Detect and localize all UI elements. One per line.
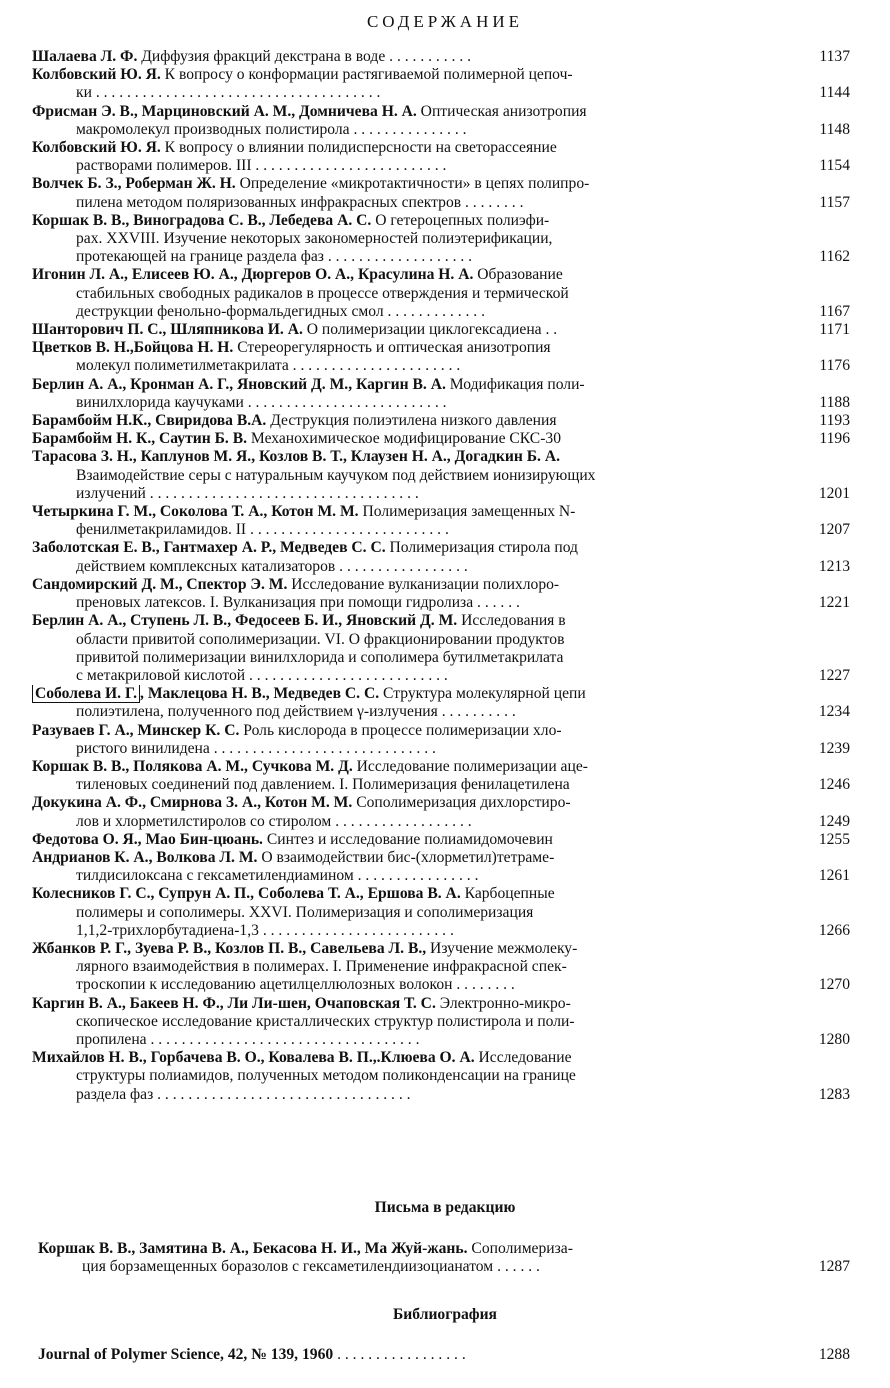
toc-entry-line (32, 649, 792, 667)
toc-entry-authors: Игонин Л. А., Елисеев Ю. А., Дюргеров О. А., Красулина Н. А. (32, 266, 474, 284)
toc-entry-line (32, 175, 792, 193)
toc-entry-page-number: 1234 (818, 703, 850, 721)
toc-entry (32, 539, 850, 575)
toc-entry-page-number: 1261 (818, 867, 850, 885)
toc-entry-line (32, 285, 792, 303)
toc-entry-title-text: Электронно-микро- (435, 994, 571, 1012)
toc-entry-page-number: 1148 (819, 120, 850, 138)
toc-entry-line (32, 121, 792, 139)
toc-entry (32, 685, 850, 721)
toc-entry-line (32, 412, 792, 430)
toc-entry-line (32, 194, 792, 212)
toc-entry-page-number: 1266 (818, 921, 850, 939)
toc-entry-line (32, 48, 792, 66)
toc-entry-line (32, 103, 792, 121)
toc-entry-line (32, 157, 792, 175)
toc-entry-authors: Шалаева Л. Ф. (32, 48, 138, 65)
toc-entry-title-text: ристого винилидена . . . . . . . . . . . . . . . . . . . . . . . . . . . . . (76, 739, 436, 757)
toc-entry-authors: Волчек Б. З., Роберман Ж. Н. (32, 175, 236, 193)
toc-entry (32, 339, 850, 375)
toc-entry-page-number: 1162 (819, 248, 850, 266)
toc-entry-title-text: привитой полимеризации винилхлорида и сополимера бутилметакрилата (76, 648, 564, 666)
toc-entry-authors: Фрисман Э. В., Марциновский А. М., Домничева Н. А. (32, 102, 417, 120)
toc-entry-authors: Докукина А. Ф., Смирнова З. А., Котон М. М. (32, 794, 353, 812)
toc-entry-page-number: 1171 (819, 321, 850, 339)
toc-entry (32, 175, 850, 211)
toc-entry-line (32, 776, 792, 794)
toc-entry-authors: , Маклецова Н. В., Медведев С. С. (140, 685, 380, 703)
toc-entry-line (32, 958, 792, 976)
toc-entry-title-text: К вопросу о влиянии полидисперсности на светорассеяние (160, 139, 557, 157)
toc-entry-title-text: Модификация поли- (445, 375, 585, 393)
toc-entry-page-number: 1188 (819, 393, 850, 411)
toc-entry-line (32, 831, 792, 849)
toc-entry-page-number: 1280 (818, 1030, 850, 1048)
toc-entry-title-text: Взаимодействие серы с натуральным каучуком под действием ионизирующих (76, 466, 596, 484)
toc-entry-authors: Разуваев Г. А., Минскер К. С. (32, 721, 240, 739)
toc-entry-line (32, 339, 792, 357)
toc-entry-line (32, 266, 792, 284)
toc-entry (32, 103, 850, 139)
toc-entry-title-text: преновых латексов. I. Вулканизация при помощи гидролиза . . . . . . (76, 594, 520, 612)
toc-entry (32, 576, 850, 612)
toc-entry-line (32, 1086, 792, 1104)
toc-entry-authors: Колбовский Ю. Я. (32, 66, 161, 84)
toc-entry-page-number: 1157 (819, 193, 850, 211)
toc-entry-authors: Цветков В. Н.,Бойцова Н. Н. (32, 339, 234, 357)
toc-entry-title-text: Роль кислорода в процессе полимеризации хло- (239, 721, 562, 739)
toc-entry-line (32, 813, 792, 831)
toc-entry-authors: Каргин В. А., Бакеев Н. Ф., Ли Ли-шен, Очаповская Т. С. (32, 994, 436, 1012)
toc-entry-line (32, 1031, 792, 1049)
toc-entry-title-text: Определение «микротактичности» в цепях полипро- (235, 175, 590, 193)
toc-entry-title-text: рах. XXVIII. Изучение некоторых закономерностей полиэтерификации, (76, 230, 553, 248)
toc-entry-authors: Заболотская Е. В., Гантмахер А. Р., Медведев С. С. (32, 539, 386, 557)
toc-entry-page-number: 1213 (818, 557, 850, 575)
toc-entry-title-text: макромолекул производных полистирола . . . . . . . . . . . . . . . (76, 120, 467, 138)
toc-entry-line (32, 139, 792, 157)
toc-entry-title-text: области привитой сополимеризации. VI. О фракционировании продуктов (76, 630, 565, 648)
toc-entry-authors: Сандомирский Д. М., Спектор Э. М. (32, 575, 288, 593)
toc-entry-authors: Федотова О. Я., Мао Бин-цюань. (32, 830, 263, 848)
toc-entry-title-text: стабильных свободных радикалов в процессе отверждения и термической (76, 284, 569, 302)
toc-entry-title-text: Исследование (474, 1049, 572, 1067)
toc-entry-line (32, 357, 792, 375)
toc-entry-title-text: О полимеризации циклогексадиена . . (302, 321, 558, 339)
toc-entry-title-text: раздела фаз . . . . . . . . . . . . . . . . . . . . . . . . . . . . . . . . . (76, 1085, 411, 1103)
toc-entry-title-text: Деструкция полиэтилена низкого давления (266, 412, 557, 430)
toc-entry-line (32, 794, 792, 812)
toc-entry (32, 430, 850, 448)
toc-entry-title-text: Сополимериза- (467, 1240, 573, 1257)
toc-entry (32, 831, 850, 849)
toc-entry-authors: Тарасова З. Н., Каплунов М. Я., Козлов В. Т., Клаузен Н. А., Догадкин Б. А. (32, 448, 561, 466)
toc-entry-page-number: 1270 (818, 976, 850, 994)
toc-entry-title-text: Изучение межмолеку- (426, 939, 578, 957)
toc-entry-title-text: деструкции фенольно-формальдегидных смол . . . . . . . . . . . . . (76, 302, 486, 320)
page-title: СОДЕРЖАНИЕ (366, 12, 524, 31)
toc-entry (32, 448, 850, 503)
toc-entry-line (32, 248, 792, 266)
toc-entry-page-number: 1176 (819, 357, 850, 375)
toc-entry-title-text: пропилена . . . . . . . . . . . . . . . . . . . . . . . . . . . . . . . . . . . (76, 1030, 420, 1048)
toc-entry-authors: Шанторович П. С., Шляпникова И. А. (32, 321, 303, 339)
toc-entry-title-text: ция борзамещенных боразолов с гексаметилендиизоцианатом . . . . . . (82, 1258, 540, 1276)
toc-entry-line (32, 995, 792, 1013)
toc-entry-title-text: Исследование полимеризации аце- (352, 757, 588, 775)
toc-entry (32, 266, 850, 321)
toc-entry-line (32, 558, 792, 576)
toc-entry (32, 321, 850, 339)
toc-entry-authors: Journal of Polymer Science, 42, № 139, 1960 (38, 1346, 334, 1363)
toc-entry-line (32, 703, 792, 721)
toc-entry-line (32, 66, 792, 84)
toc-entry (32, 503, 850, 539)
toc-entry-line (32, 503, 792, 521)
toc-entry-authors: Барамбойм Н. К., Саутин Б. В. (32, 430, 248, 448)
toc-entry-title-text: Диффузия фракций декстрана в воде . . . . . . . . . . . (137, 48, 472, 65)
toc-entry (32, 940, 850, 995)
toc-entry-page-number: 1287 (818, 1258, 850, 1276)
toc-entry-title-text: Карбоцепные (460, 885, 555, 903)
toc-entry-page-number: 1154 (819, 157, 850, 175)
toc-entry-line (32, 303, 792, 321)
toc-entry-authors: Андрианов К. А., Волкова Л. М. (32, 848, 258, 866)
boxed-author-name: Соболева И. Г. (32, 685, 140, 703)
toc-entry (38, 1346, 850, 1364)
toc-entry-page-number: 1196 (819, 430, 850, 448)
toc-entry-page-number: 1137 (819, 48, 850, 65)
toc-entry-line (32, 594, 792, 612)
toc-entry-title-text: 1,1,2-трихлорбутадиена-1,3 . . . . . . . . . . . . . . . . . . . . . . . . . (76, 921, 454, 939)
toc-entry-line (32, 867, 792, 885)
toc-entry-line (32, 722, 792, 740)
toc-entry (32, 722, 850, 758)
toc-entry (32, 1049, 850, 1104)
toc-entry-title-text: Стереорегулярность и оптическая анизотропия (233, 339, 551, 357)
toc-entry-authors: Колесников Г. С., Супрун А. П., Соболева Т. А., Ершова В. А. (32, 885, 461, 903)
toc-entry-title-text: Синтез и исследование полиамидомочевин (262, 830, 553, 848)
toc-entry-line (38, 1346, 792, 1364)
toc-entry-title-text: полимеры и сополимеры. XXVI. Полимеризация и сополимеризация (76, 903, 534, 921)
toc-entry-title-text: скопическое исследование кристаллических структур полистирола и поли- (76, 1012, 575, 1030)
toc-entry-authors: Колбовский Ю. Я. (32, 139, 161, 157)
toc-entry-title-text: тилдисилоксана с гексаметилендиамином . . . . . . . . . . . . . . . . (76, 867, 479, 885)
toc-entry-page-number: 1221 (818, 594, 850, 612)
toc-entry-page-number: 1283 (818, 1085, 850, 1103)
toc-entry-line (32, 612, 792, 630)
toc-entry-line (32, 84, 792, 102)
toc-entry-line (32, 885, 792, 903)
toc-entry-line (32, 740, 792, 758)
toc-entry-authors: Четыркина Г. М., Соколова Т. А., Котон М. М. (32, 503, 359, 521)
toc-entry-line (32, 212, 792, 230)
toc-entry (32, 66, 850, 102)
toc-entry-title-text: Оптическая анизотропия (416, 102, 587, 120)
toc-entry-title-text: лов и хлорметилстиролов со стиролом . . . . . . . . . . . . . . . . . . (76, 812, 472, 830)
toc-entry (32, 139, 850, 175)
toc-entry-page-number: 1167 (819, 302, 850, 320)
toc-entry-line (32, 485, 792, 503)
toc-entry-title-text: фенилметакриламидов. II . . . . . . . . . . . . . . . . . . . . . . . . . . (76, 521, 449, 539)
toc-entry-title-text: О гетероцепных полиэфи- (371, 211, 550, 229)
toc-entry (32, 885, 850, 940)
toc-entry-line (32, 576, 792, 594)
toc-entry-title-text: действием комплексных катализаторов . . . . . . . . . . . . . . . . . (76, 557, 468, 575)
toc-entry-title-text: винилхлорида каучуками . . . . . . . . . . . . . . . . . . . . . . . . . . (76, 393, 447, 411)
toc-entry-authors: Коршак В. В., Виноградова С. В., Лебедева А. С. (32, 211, 372, 229)
toc-entry-page-number: 1207 (818, 521, 850, 539)
toc-entry-title-text: полиэтилена, полученного под действием γ-излучения . . . . . . . . . . (76, 703, 516, 721)
toc-entry-authors: Жбанков Р. Г., Зуева Р. В., Козлов П. В., Савельева Л. В., (32, 939, 427, 957)
toc-entry-title-text: растворами полимеров. III . . . . . . . . . . . . . . . . . . . . . . . . . (76, 157, 447, 175)
toc-entry-authors: Берлин А. А., Кронман А. Г., Яновский Д. М., Каргин В. А. (32, 375, 446, 393)
toc-entry-title-text: Механохимическое модифицирование СКС-30 (247, 430, 561, 448)
toc-entry-page-number: 1288 (818, 1346, 850, 1363)
toc-entry-title-text: Сополимеризация дихлорстиро- (352, 794, 571, 812)
toc-entry-line (38, 1258, 792, 1276)
toc-entry-line (32, 376, 792, 394)
toc-entry-title-text: тиленовых соединений под давлением. I. Полимеризация фенилацетилена (76, 776, 570, 794)
letters-list (38, 1240, 850, 1276)
toc-entry-line (32, 430, 792, 448)
toc-entry (32, 612, 850, 685)
toc-entry-line (32, 976, 792, 994)
toc-entry-line (32, 631, 792, 649)
toc-entry-line (32, 539, 792, 557)
toc-entry-authors: Коршак В. В., Замятина В. А., Бекасова Н. И., Ма Жуй-жань. (38, 1240, 468, 1257)
toc-entry-authors: Берлин А. А., Ступень Л. В., Федосеев Б. И., Яновский Д. М. (32, 612, 458, 630)
toc-entry-title-text: излучений . . . . . . . . . . . . . . . . . . . . . . . . . . . . . . . . . . . (76, 484, 419, 502)
toc-entry-line (32, 849, 792, 867)
toc-entry-line (32, 1049, 792, 1067)
toc-entry-line (32, 321, 792, 339)
toc-entry-page-number: 1227 (818, 666, 850, 684)
toc-entry-line (32, 685, 792, 703)
toc-entry (32, 794, 850, 830)
toc-entry-authors: Коршак В. В., Полякова А. М., Сучкова М. Д. (32, 757, 353, 775)
toc-entry-line (32, 230, 792, 248)
toc-entry-title-text: с метакриловой кислотой . . . . . . . . . . . . . . . . . . . . . . . . . . (76, 666, 448, 684)
letters-section-title: Письма в редакцию (374, 1199, 516, 1216)
toc-entry-line (32, 922, 792, 940)
toc-entry-page-number: 1193 (819, 412, 850, 430)
toc-entry-line (32, 1067, 792, 1085)
toc-entry-page-number: 1144 (819, 84, 850, 102)
toc-entry (32, 212, 850, 267)
toc-entry (32, 758, 850, 794)
toc-entry-title-text: Структура молекулярной цепи (379, 685, 586, 703)
toc-entry-title-text: Исследования в (457, 612, 566, 630)
toc-entry (32, 995, 850, 1050)
toc-entry-line (32, 467, 792, 485)
toc-entry (32, 376, 850, 412)
bibliography-section-title: Библиография (393, 1306, 497, 1323)
toc-entry-authors: Михайлов Н. В., Горбачева В. О., Ковалева В. П.,.Клюева О. А. (32, 1049, 475, 1067)
toc-entry-line (32, 758, 792, 776)
toc-entry-title-text: Полимеризация замещенных N- (358, 503, 576, 521)
toc-entry-line (32, 394, 792, 412)
toc-entry-page-number: 1246 (818, 776, 850, 794)
toc-entry-authors: Барамбойм Н.К., Свиридова В.А. (32, 412, 267, 430)
toc-entry-line (32, 940, 792, 958)
toc-entry-line (32, 1013, 792, 1031)
toc-entry-title-text: протекающей на границе раздела фаз . . . . . . . . . . . . . . . . . . . (76, 248, 473, 266)
toc-entry-line (32, 904, 792, 922)
toc-entry-title-text: троскопии к исследованию ацетилцеллюлозных волокон . . . . . . . . (76, 976, 515, 994)
toc-entry-line (32, 448, 792, 466)
toc-entry (32, 849, 850, 885)
toc-entry-line (32, 521, 792, 539)
toc-entry-title-text: Полимеризация стирола под (385, 539, 578, 557)
toc-entry-line (38, 1240, 792, 1258)
toc-entry-title-text: пилена методом поляризованных инфракрасных спектров . . . . . . . . (76, 193, 524, 211)
toc-entry-page-number: 1239 (818, 739, 850, 757)
toc-entry-page-number: 1255 (818, 830, 850, 848)
toc-entry-title-text: О взаимодействии бис-(хлорметил)тетраме- (257, 848, 555, 866)
toc-entry (32, 48, 850, 66)
toc-list (32, 48, 850, 1104)
toc-entry-title-text: лярного взаимодействия в полимерах. I. Применение инфракрасной спек- (76, 958, 567, 976)
toc-entry-title-text: . . . . . . . . . . . . . . . . . (333, 1346, 466, 1363)
toc-entry-title-text: молекул полиметилметакрилата . . . . . . . . . . . . . . . . . . . . . . (76, 357, 461, 375)
toc-entry-page-number: 1201 (818, 484, 850, 502)
toc-entry (32, 412, 850, 430)
bibliography-list (38, 1346, 850, 1364)
toc-entry-page-number: 1249 (818, 812, 850, 830)
toc-entry-title-text: Исследование вулканизации полихлоро- (287, 575, 560, 593)
toc-entry-line (32, 667, 792, 685)
toc-entry-title-text: структуры полиамидов, полученных методом поликонденсации на границе (76, 1067, 576, 1085)
toc-entry-title-text: К вопросу о конформации растягиваемой полимерной цепоч- (160, 66, 573, 84)
toc-entry-title-text: ки . . . . . . . . . . . . . . . . . . . . . . . . . . . . . . . . . . . . . (76, 84, 381, 102)
toc-entry-title-text: Образование (473, 266, 563, 284)
toc-entry (38, 1240, 850, 1276)
